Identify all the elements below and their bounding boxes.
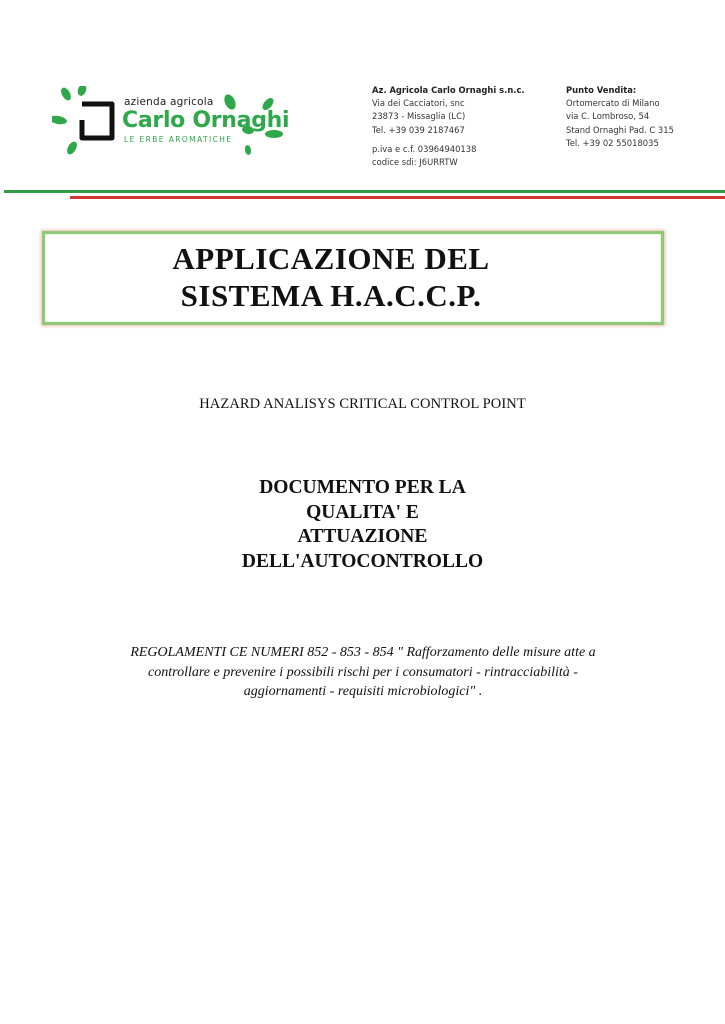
- logo-frame-icon: [82, 104, 112, 138]
- header-divider-white: [4, 193, 725, 195]
- logo-top-text: azienda agricola: [124, 96, 214, 108]
- company-vat: p.iva e c.f. 03964940138: [372, 143, 477, 154]
- regulations-line-1: REGOLAMENTI CE NUMERI 852 - 853 - 854 " Rafforzamento delle misure atte a: [130, 645, 596, 660]
- company-phone: Tel. +39 039 2187467: [372, 124, 465, 135]
- document-title-line-1: DOCUMENTO PER LA: [259, 477, 466, 498]
- company-city: 23873 - Missaglia (LC): [372, 111, 466, 122]
- header-divider-red: [70, 196, 725, 199]
- company-name: Az. Agricola Carlo Ornaghi s.n.c.: [372, 85, 525, 95]
- document-title-line-2: QUALITA' E: [306, 501, 419, 523]
- document-title-line-3: ATTUAZIONE: [297, 526, 428, 547]
- store-phone: Tel. +39 02 55018035: [566, 137, 659, 148]
- logo-tagline: LE ERBE AROMATICHE: [124, 135, 233, 144]
- page-title-line-1: APPLICAZIONE DEL: [172, 241, 490, 276]
- page-title-line-2: SISTEMA H.A.C.C.P.: [180, 278, 482, 313]
- title-box: [42, 231, 664, 325]
- regulations-line-2: controllare e prevenire i possibili rischi per i consumatori - rintracciabilità -: [148, 664, 578, 680]
- store-place: Ortomercato di Milano: [566, 98, 660, 109]
- company-sdi: codice sdi: J6URRTW: [372, 157, 458, 168]
- regulations-paragraph: [90, 643, 636, 702]
- company-logo: [52, 86, 292, 158]
- document-title: [0, 476, 725, 574]
- regulations-line-3: aggiornamenti - requisiti microbiologici" .: [243, 684, 483, 699]
- store-stand: Stand Ornaghi Pad. C 315: [566, 124, 674, 135]
- store-address: via C. Lombroso, 54: [566, 111, 650, 122]
- subtitle: HAZARD ANALISYS CRITICAL CONTROL POINT: [199, 396, 526, 412]
- store-label: Punto Vendita:: [566, 85, 637, 95]
- page-title: [45, 240, 661, 314]
- company-contact: [372, 84, 525, 169]
- store-contact: [566, 84, 674, 150]
- document-title-line-4: DELL'AUTOCONTROLLO: [241, 550, 484, 572]
- logo-name: Carlo Ornaghi: [122, 108, 290, 133]
- company-address: Via dei Cacciatori, snc: [372, 98, 465, 109]
